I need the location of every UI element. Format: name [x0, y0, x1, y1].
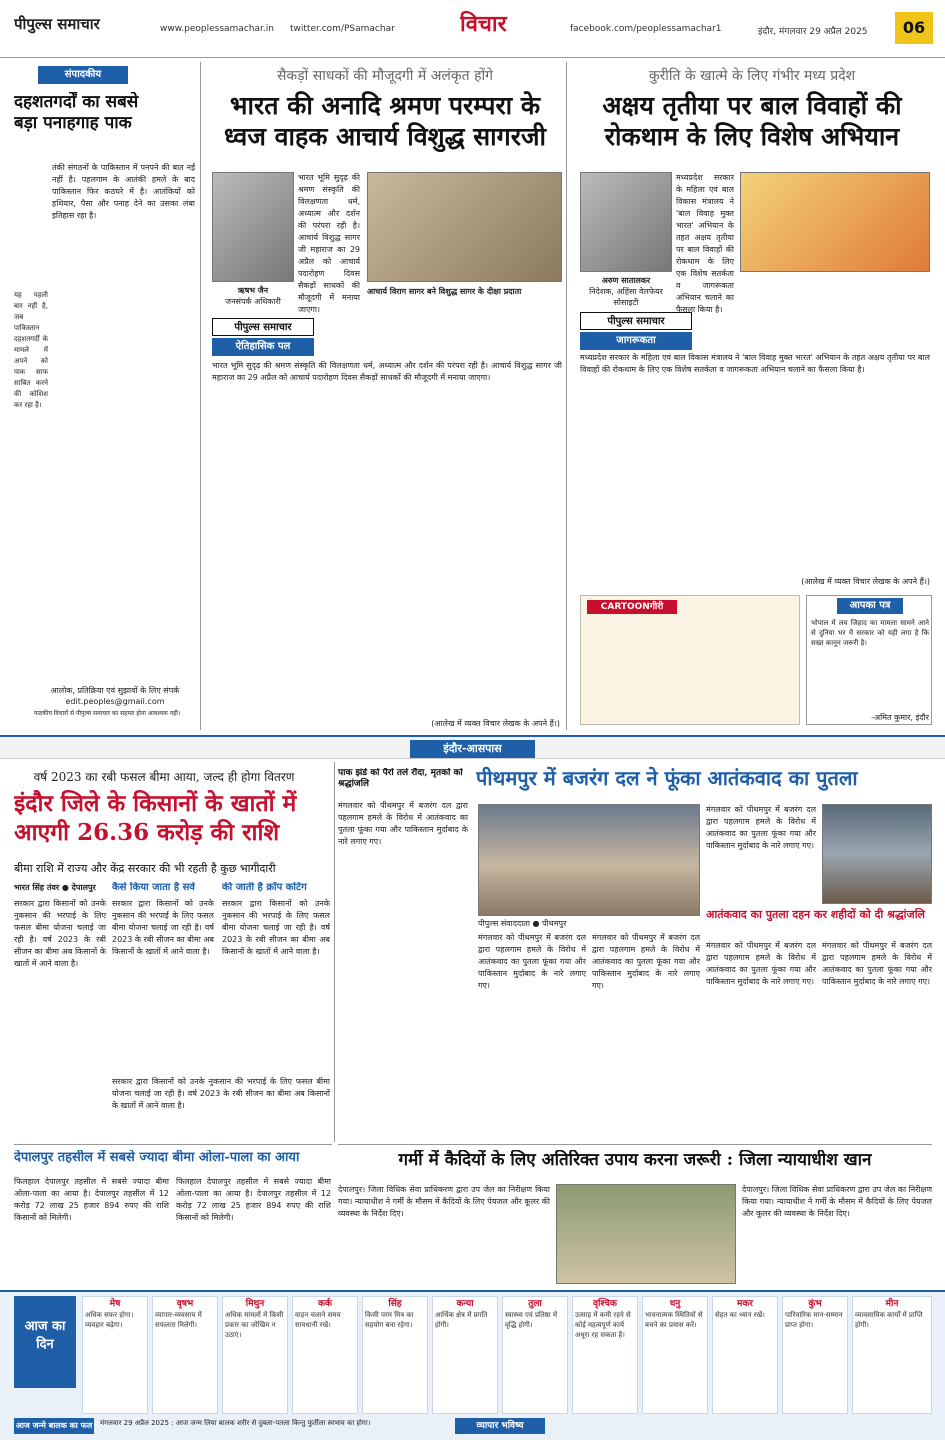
article1-body-col1: भारत भूमि सुदृढ़ की श्रमण संस्कृति की विलक्षणता धर्म, अध्यात्म और दर्शन की परंपरा रही है। आचार्य विशुद्ध सागर जी महाराज का 29 अप्रैल को आचार्य पदारोहण दिवस सैकड़ों साधकों की मौजूदगी में मनाया जाएगा। — [298, 173, 360, 314]
news3-headline: गर्मी में कैदियों के लिए अतिरिक्त उपाय करना जरूरी : जिला न्यायाधीश खान — [398, 1150, 872, 1170]
facebook-link[interactable]: facebook.com/peoplessamachar1 — [570, 24, 722, 34]
effigy-photo — [822, 804, 932, 904]
horoscope-title: आज का दिन — [14, 1296, 76, 1388]
zodiac-kanya: कन्या आर्थिक क्षेत्र में प्रगति होगी। — [432, 1296, 498, 1414]
section-strip — [0, 735, 945, 759]
news2-body-col1: मंगलवार को पीथमपुर में बजरंग दल द्वारा पहलगाम हमले के विरोध में आतंकवाद का पुतला फूंका गया और पाकिस्तान मुर्दाबाद के नारे लगाए गए। — [338, 801, 468, 846]
editorial-disclaimer: पाठकीय विचारों से पीपुल्स समाचार का सहमत होना आवश्यक नहीं। — [33, 710, 181, 717]
news2-body-col4: मंगलवार को पीथमपुर में बजरंग दल द्वारा पहलगाम हमले के विरोध में आतंकवाद का पुतला फूंका गया और पाकिस्तान मुर्दाबाद के नारे लगाए गए। — [706, 805, 816, 850]
news2-headline: पीथमपुर में बजरंग दल ने फूंका आतंकवाद का पुतला — [476, 766, 858, 790]
kids-text: मंगलवार 29 अप्रैल 2025 : आज जन्म लिया बालक शरीर से दुबला-पतला किन्तु फुर्तीला स्वभाव का होगा। — [100, 1419, 371, 1427]
page-header — [0, 0, 945, 58]
business-badge: व्यापार भविष्य — [455, 1418, 545, 1434]
cartoon-panel — [580, 595, 800, 725]
editorial-body: तंकी संगठनों के पाकिस्तान में पनपने की बात नई नहीं है। पहलगाम के आतंकी हमले के बाद पाकिस्तान फिर कठघरे में है। आतंकियों को हथियार, पैसा और पनाह देने का उसका लंबा इतिहास रहा है। — [52, 163, 195, 220]
article2-kicker: कुरीति के खात्मे के लिए गंभीर मध्य प्रदेश — [648, 68, 856, 84]
zodiac-vrishchik: वृश्चिक उत्साह में कमी रहने से कोई महत्वपूर्ण कार्य अधूरा रह सकता है। — [572, 1296, 638, 1414]
article2-author-title: निदेशक, अहिंसा वेलफेयर सोसाइटी — [589, 287, 663, 306]
zodiac-tula: तुला स्वास्थ्य एवं प्रतिष्ठा में वृद्धि होगी। — [502, 1296, 568, 1414]
article1-author-name: ऋषभ जैन — [237, 286, 269, 295]
dateline: इंदौर, मंगलवार 29 अप्रैल 2025 — [758, 27, 868, 37]
page-number: 06 — [895, 12, 933, 44]
news2-body-col6: मंगलवार को पीथमपुर में बजरंग दल द्वारा पहलगाम हमले के विरोध में आतंकवाद का पुतला फूंका गया और पाकिस्तान मुर्दाबाद के नारे लगाए गए। — [822, 941, 932, 986]
column-divider — [566, 62, 567, 730]
jail-visit-photo — [556, 1184, 736, 1284]
news1-byline: भारत सिंह तंवर ● देपालपुर — [14, 883, 96, 892]
column-divider — [200, 62, 201, 730]
wedding-illustration — [740, 172, 930, 272]
zodiac-dhanu: धनु भावनात्मक स्थितियों से बचने का प्रयास करें। — [642, 1296, 708, 1414]
zodiac-vrishabh: वृषभ व्यापार-व्यवसाय में सफलता मिलेगी। — [152, 1296, 218, 1414]
news1-kicker: वर्ष 2023 का रबी फसल बीमा आया, जल्द ही होगा वितरण — [33, 770, 295, 784]
news2-body-col3: मंगलवार को पीथमपुर में बजरंग दल द्वारा पहलगाम हमले के विरोध में आतंकवाद का पुतला फूंका गया और पाकिस्तान मुर्दाबाद के नारे लगाए गए। — [592, 933, 700, 990]
zodiac-mesh: मेष अधिक सफर होगा। व्यवहार बढ़ेगा। — [82, 1296, 148, 1414]
news2-byline: पीपुल्स संवाददाता ● पीथमपुर — [478, 919, 567, 928]
zodiac-singh: सिंह किसी परम मित्र का सहयोग बना रहेगा। — [362, 1296, 428, 1414]
news2-body-col5: मंगलवार को पीथमपुर में बजरंग दल द्वारा पहलगाम हमले के विरोध में आतंकवाद का पुतला फूंका गया और पाकिस्तान मुर्दाबाद के नारे लगाए गए। — [706, 941, 816, 986]
article2-footer: (आलेख में व्यक्त विचार लेखक के अपने हैं।) — [801, 577, 930, 586]
news1-headline: इंदौर जिले के किसानों के खातों में आएगी 26.36 करोड़ की राशि — [14, 790, 297, 846]
kids-label: आज जन्मे बालक का फल — [14, 1418, 94, 1434]
article1-kicker: सैकड़ों साधकों की मौजूदगी में अलंकृत होंगे — [276, 68, 494, 84]
editorial-footer-1: आलोक, प्रतिक्रिया एवं सुझावों के लिए संपर्क — [50, 686, 180, 695]
news3-body-col1: देपालपुर। जिला विधिक सेवा प्राधिकरण द्वारा उप जेल का निरीक्षण किया गया। न्यायाधीश ने गर्मी के मौसम में कैदियों के लिए पेयजल और कूलर की व्यवस्था के निर्देश दिए। — [338, 1185, 550, 1218]
article1-body: भारत भूमि सुदृढ़ की श्रमण संस्कृति की विलक्षणता धर्म, अध्यात्म और दर्शन की परंपरा रही है। आचार्य विशुद्ध सागर जी महाराज का 29 अप्रैल को आचार्य पदारोहण दिवस सैकड़ों साधकों की मौजूदगी में मनाया जाएगा। — [212, 361, 562, 382]
article1-tag: ऐतिहासिक पल — [212, 338, 314, 356]
zodiac-meen: मीन व्यावसायिक कार्यों में प्राप्ति होगी। — [852, 1296, 932, 1414]
news1-sub2: कैसे किया जाता है सर्वे — [112, 882, 195, 893]
horizontal-divider — [14, 1144, 332, 1145]
editorial-label: संपादकीय — [38, 66, 128, 84]
news4-body-col2: फिलहाल देपालपुर तहसील में सबसे ज्यादा बीमा ओला-पाला का आया है। देपालपुर तहसील में 12 करोड़ 72 लाख 25 हजार 894 रुपए की राशि किसानों को मिलेगी। — [176, 1177, 331, 1222]
zodiac-makar: मकर सेहत का ध्यान रखें। — [712, 1296, 778, 1414]
author2-photo — [580, 172, 672, 272]
news1-subhead: बीमा राशि में राज्य और केंद्र सरकार की भी रहती है कुछ भागीदारी — [14, 862, 276, 875]
article2-tag: जागरूकता — [580, 332, 692, 350]
article2-headline: अक्षय तृतीया पर बाल विवाहों की रोकथाम के लिए विशेष अभियान — [602, 91, 902, 152]
news3-body-col2: देपालपुर। जिला विधिक सेवा प्राधिकरण द्वारा उप जेल का निरीक्षण किया गया। न्यायाधीश ने गर्मी के मौसम में कैदियों के लिए पेयजल और कूलर की व्यवस्था के निर्देश दिए। — [742, 1185, 932, 1218]
news4-headline: देपालपुर तहसील में सबसे ज्यादा बीमा ओला-पाला का आया — [14, 1150, 300, 1165]
news1-body-col3: सरकार द्वारा किसानों को उनके नुकसान की भरपाई के लिए फसल बीमा योजना चलाई जा रही है। वर्ष 2023 के रबी सीजन का बीमा अब किसानों के खातों में आने वाला है। — [222, 899, 330, 956]
news4-body-col1: फिलहाल देपालपुर तहसील में सबसे ज्यादा बीमा ओला-पाला का आया है। देपालपुर तहसील में 12 करोड़ 72 लाख 25 हजार 894 रुपए की राशि किसानों को मिलेगी। — [14, 1177, 169, 1222]
monk-photo — [367, 172, 562, 282]
article1-author-title: जनसंपर्क अधिकारी — [225, 297, 281, 306]
article2-author-name: अरुण सातालकर — [601, 276, 651, 285]
zodiac-kark: कर्क वाहन चलाने समय सावधानी रखें। — [292, 1296, 358, 1414]
article1-caption: आचार्य विराग सागर बने विशुद्ध सागर के दीक्षा प्रदाता — [367, 287, 522, 296]
letters-body: भोपाल में लव जिहाद का मामला सामने आने से दुनिया भर में सरकार को यही लगा है कि सख्त कानून जरूरी है। — [811, 619, 929, 647]
website-link[interactable]: www.peoplessamachar.in — [160, 24, 274, 34]
editorial-email[interactable]: edit.peoples@gmail.com — [65, 697, 165, 706]
news1-sub3: की जाती है क्रॉप कटिंग — [222, 882, 307, 893]
letters-label: आपका पत्र — [837, 598, 903, 614]
column-divider — [334, 762, 335, 1142]
news2-subhead: आतंकवाद का पुतला दहन कर शहीदों को दी श्रद्धांजलि — [706, 908, 925, 921]
editorial-headline: दहशतगर्दों का सबसे बड़ा पनाहगाह पाक — [14, 92, 139, 134]
news2-kicker: पाक झंडे को पैरों तले रौंदा, मृतकों को श्रद्धांजलि — [338, 768, 463, 790]
article1-brand: पीपुल्स समाचार — [212, 318, 314, 336]
article1-headline: भारत की अनादि श्रमण परम्परा के ध्वज वाहक आचार्य विशुद्ध सागरजी — [224, 91, 546, 152]
zodiac-mithun: मिथुन अधिक मामलों में किसी प्रकार का जोखिम न उठाएं। — [222, 1296, 288, 1414]
protest-photo — [478, 804, 700, 916]
article1-footer: (आलेख में व्यक्त विचार लेखक के अपने हैं।) — [431, 719, 560, 728]
article2-body: मध्यप्रदेश सरकार के महिला एवं बाल विकास मंत्रालय ने 'बाल विवाह मुक्त भारत' अभियान के तहत अक्षय तृतीया पर बाल विवाहों की रोकथाम के लिए एक विशेष सतर्कता व जागरूकता अभियान चलाने का फैसला किया है। — [580, 353, 930, 374]
twitter-link[interactable]: twitter.com/PSamachar — [290, 24, 395, 34]
horizontal-divider — [338, 1144, 932, 1145]
letters-sign: -अमित कुमार, इंदौर — [871, 713, 929, 722]
article2-brand: पीपुल्स समाचार — [580, 312, 692, 330]
article2-body-col1: मध्यप्रदेश सरकार के महिला एवं बाल विकास मंत्रालय ने 'बाल विवाह मुक्त भारत' अभियान के तहत अक्षय तृतीया पर बाल विवाहों की रोकथाम के लिए एक विशेष सतर्कता व जागरूकता अभियान चलाने का फैसला किया है। — [676, 173, 734, 314]
letters-box — [806, 595, 932, 725]
news1-body-col1: सरकार द्वारा किसानों को उनके नुकसान की भरपाई के लिए फसल बीमा योजना चलाई जा रही है। वर्ष 2023 के रबी सीजन का बीमा अब किसानों के खातों में आने वाला है। — [14, 899, 106, 968]
zodiac-kumbh: कुंभ पारिवारिक मान-सम्मान प्राप्त होगा। — [782, 1296, 848, 1414]
editorial-sidebar: यह पहली बार नहीं है, जब पाकिस्तान दहशतगर्दी के मामले में अपने को पाक साफ साबित करने की कोशिश कर रहा है। — [14, 291, 48, 409]
cartoon-label: CARTOONगीरी — [587, 600, 677, 614]
news1-body-col4: सरकार द्वारा किसानों को उनके नुकसान की भरपाई के लिए फसल बीमा योजना चलाई जा रही है। वर्ष 2023 के रबी सीजन का बीमा अब किसानों के खातों में आने वाला है। — [112, 1077, 330, 1110]
section-strip-label: इंदौर-आसपास — [410, 740, 535, 758]
news1-body-col2: सरकार द्वारा किसानों को उनके नुकसान की भरपाई के लिए फसल बीमा योजना चलाई जा रही है। वर्ष 2023 के रबी सीजन का बीमा अब किसानों के खातों में आने वाला है। — [112, 899, 214, 956]
author-photo — [212, 172, 294, 282]
masthead-logo: पीपुल्स समाचार — [14, 15, 100, 33]
news2-body-col2: मंगलवार को पीथमपुर में बजरंग दल द्वारा पहलगाम हमले के विरोध में आतंकवाद का पुतला फूंका गया और पाकिस्तान मुर्दाबाद के नारे लगाए गए। — [478, 933, 586, 990]
section-title: विचार — [460, 11, 507, 37]
